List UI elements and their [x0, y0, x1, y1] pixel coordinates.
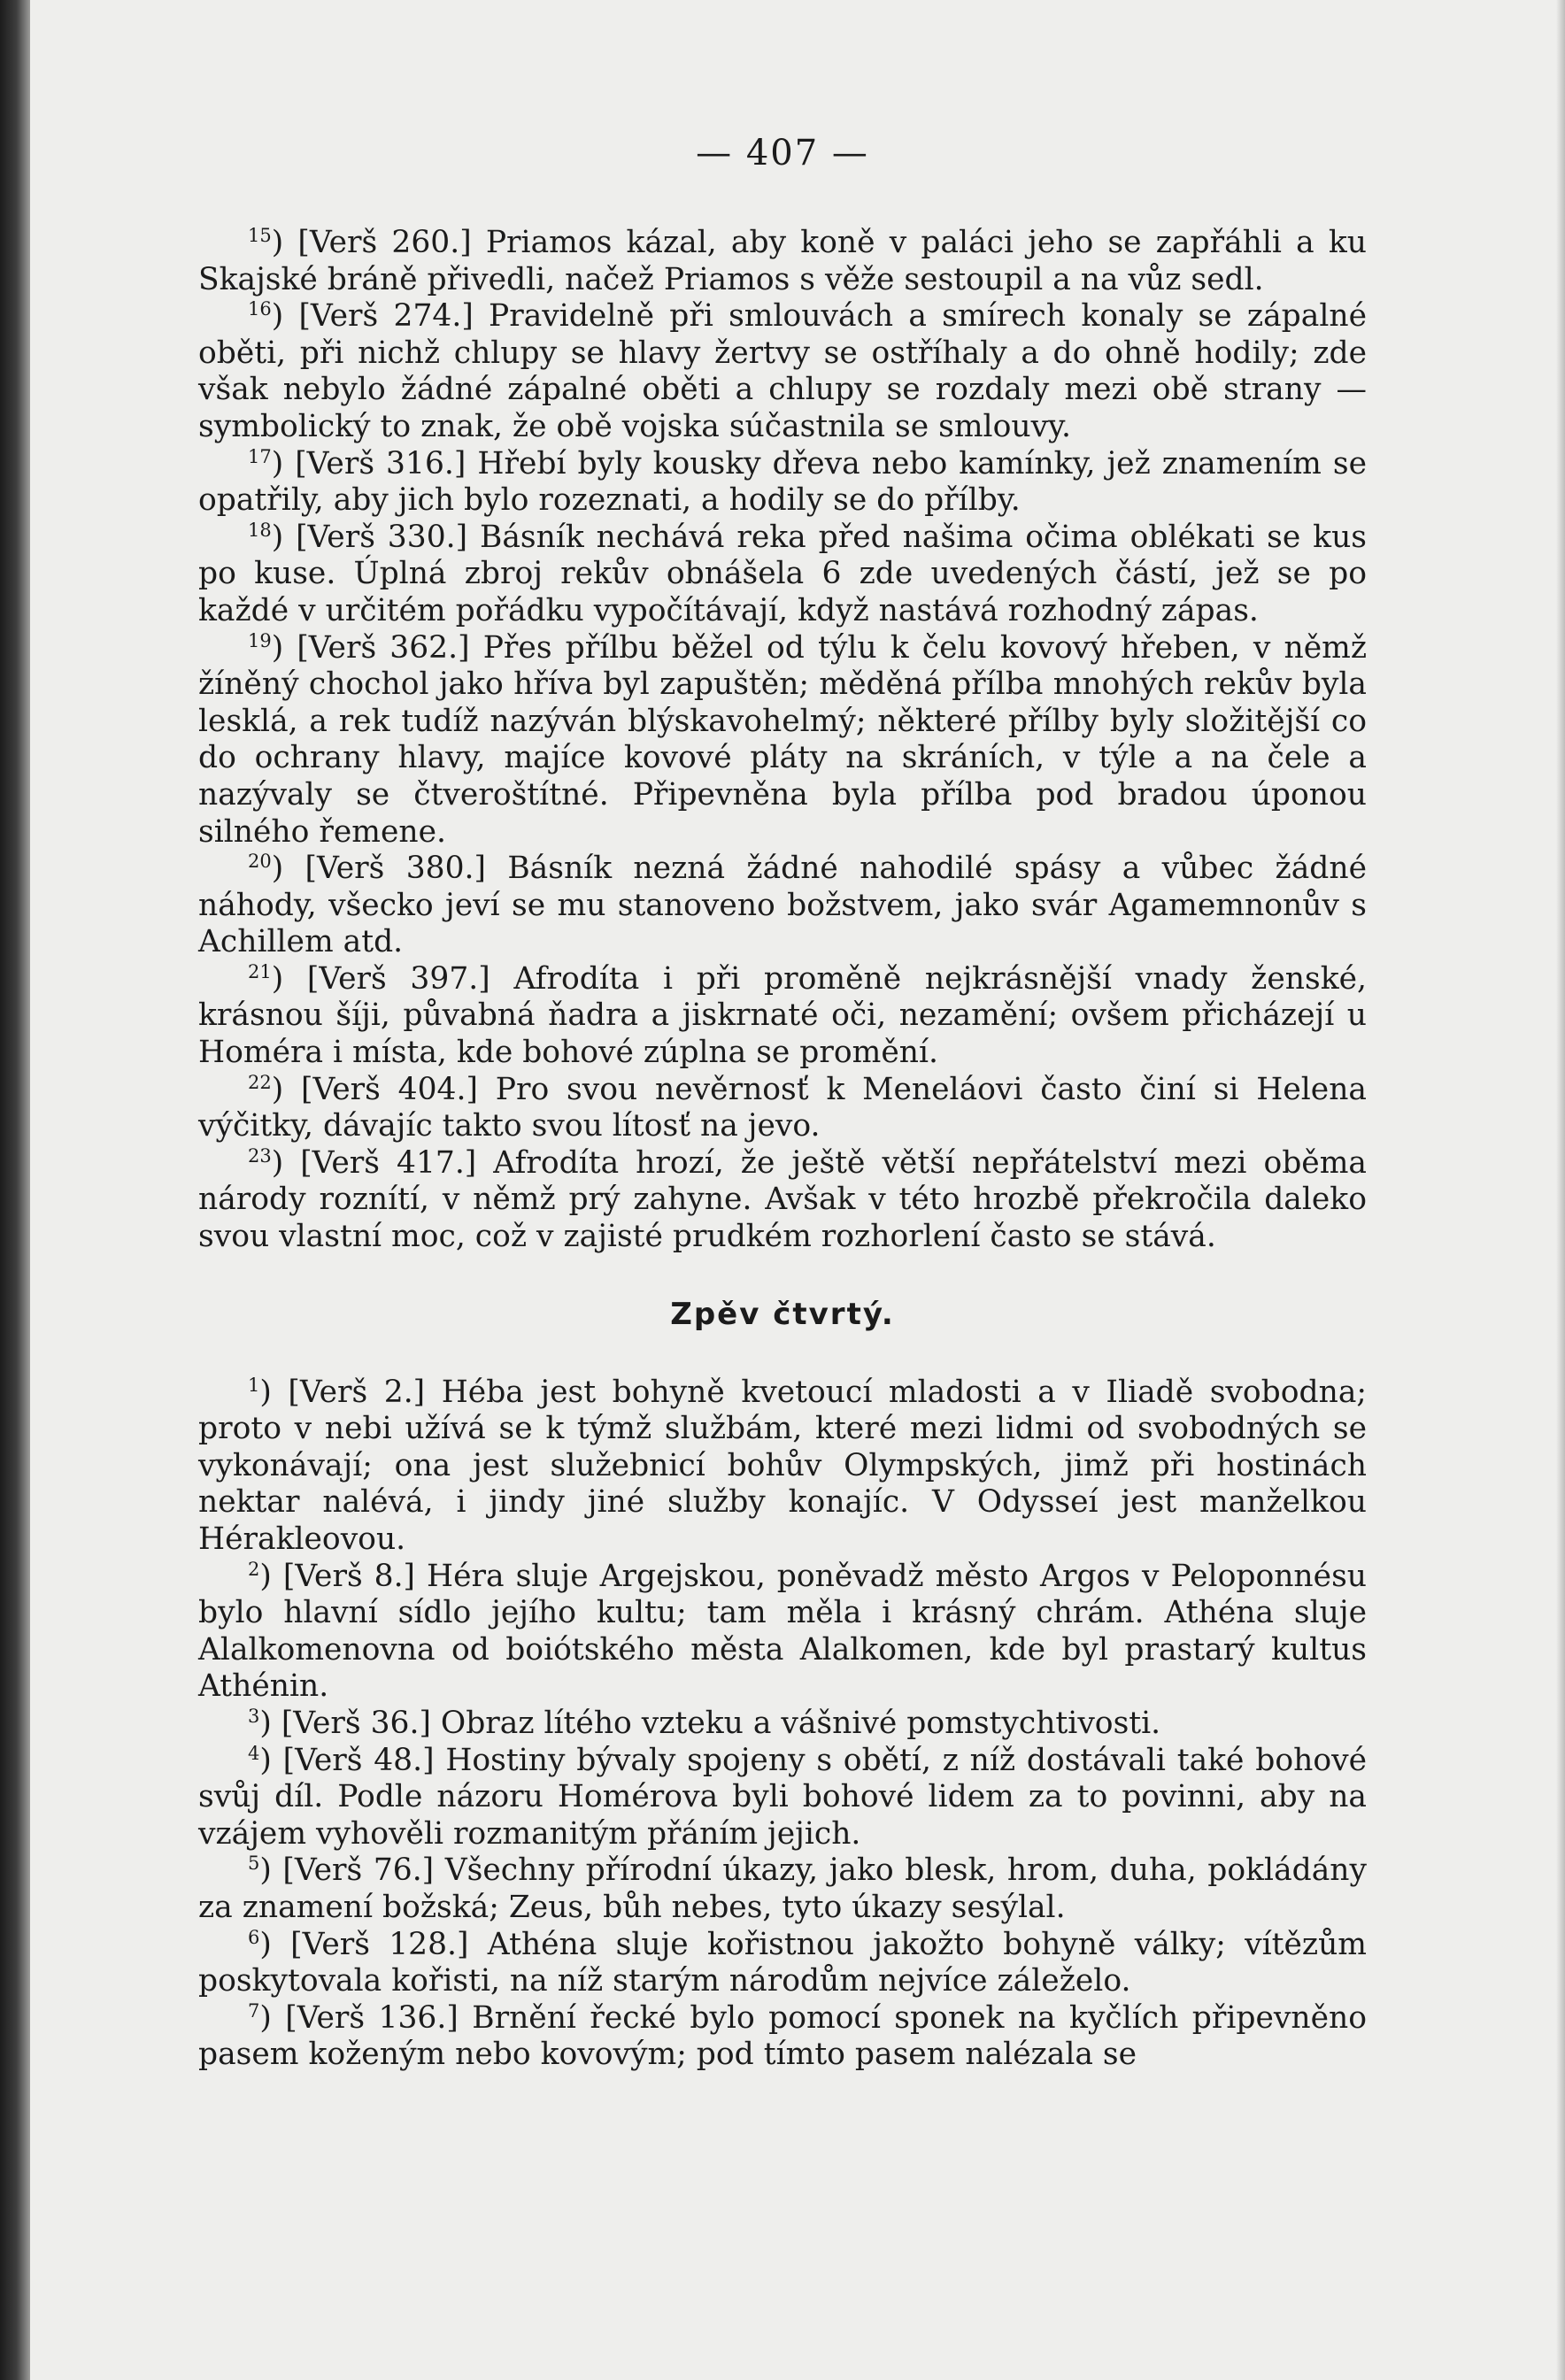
verse-reference: [Verš 48.] [282, 1742, 435, 1778]
footnote-number: 6 [248, 1926, 260, 1948]
footnote: $^{20}$) [Verš 380.] Básník nezná žádné nahodilé spásy a vůbec žádné náhody, všecko jeví se mu stanoveno božstvem, jako svár Agamemnonův s Achillem atd. [198, 851, 1367, 960]
verse-reference: [Verš 380.] [305, 851, 486, 887]
footnote-text: Pravidelně při smlouvách a smírech konaly se zápalné oběti, při nichž chlupy se hlavy žertvy se ostříhaly a do ohně hodily; zde však nebylo žádné zápalné oběti a chlupy se rozdaly mezi obě strany — symbolický to znak, že obě vojska súčastnila se smlouvy. [198, 298, 1367, 444]
footnote: $^7$) [Verš 136.] Brnění řecké bylo pomocí sponek na kyčlích připevněno pasem koženým nebo kovovým; pod tímto pasem nalézala se [198, 1999, 1368, 2073]
footnote-number: 21 [248, 960, 272, 982]
footnote-text: Básník nezná žádné nahodilé spásy a vůbec žádné náhody, všecko jeví se mu stanoveno božstvem, jako svár Agamemnonův s Achillem atd. [198, 851, 1367, 960]
footnote: $^5$) [Verš 76.] Všechny přírodní úkazy, jako blesk, hrom, duha, pokládány za znamení božská; Zeus, bůh nebes, tyto úkazy sesýlal. [198, 1852, 1368, 1925]
footnote-text: Afrodíta i při proměně nejkrásnější vnady ženské, krásnou šíji, půvabná ňadra a jiskrnaté oči, nezamění; ovšem přicházejí u Homéra i místa, kde bohové zúplna se promění. [198, 960, 1367, 1071]
footnote-text: Všechny přírodní úkazy, jako blesk, hrom, duha, pokládány za znamení božská; Zeus, bůh nebes, tyto úkazy sesýlal. [198, 1852, 1368, 1925]
footnote-text: Pro svou nevěrnosť k Meneláovi často činí si Helena výčitky, dávajíc takto svou lítosť na jevo. [198, 1071, 1367, 1144]
page-edge [1556, 0, 1565, 2380]
footnote-number: 23 [248, 1144, 272, 1167]
verse-reference: [Verš 404.] [301, 1071, 478, 1107]
footnote: $^{16}$) [Verš 274.] Pravidelně při smlouvách a smírech konaly se zápalné oběti, při nichž chlupy se hlavy žertvy se ostříhaly a do ohně hodily; zde však nebylo žádné zápalné oběti a chlupy se rozdaly mezi obě strany — symbolický to znak, že obě vojska súčastnila se smlouvy. [198, 298, 1367, 444]
footnote-text: Básník nechává reka před našima očima oblékati se kus po kuse. Úplná zbroj rekův obnášela 6 zde uvedených částí, jež se po každé v určitém pořádku vypočítávají, když nastává rozhodný zápas. [198, 519, 1367, 628]
footnote: $^6$) [Verš 128.] Athéna sluje kořistnou jakožto bohyně války; vítězům poskytovala kořisti, na níž starým národům nejvíce záleželo. [198, 1926, 1368, 1999]
section-title: Zpěv čtvrtý. [670, 1296, 895, 1332]
footnote-text: Obraz lítého vzteku a vášnivé pomstychtivosti. [440, 1705, 1161, 1741]
footnotes-top [198, 225, 1367, 1256]
footnote-text: Héba jest bohyně kvetoucí mladosti a v Iliadě svobodna; proto v nebi užívá se k týmž službám, které mezi lidmi od svobodných se vykonávají; ona jest služebnicí bohův Olympských, jimž při hostinách nektar nalévá, i jindy jiné služby konajíc. V Odysseí jest manželkou Hérakleovou. [198, 1374, 1368, 1557]
footnote-number: 22 [248, 1071, 272, 1093]
footnote-text: Héra sluje Argejskou, poněvadž město Argos v Peloponnésu bylo hlavní sídlo jejího kultu; tam měla i krásný chrám. Athéna sluje Alalkomenovna od boiótského města Alalkomen, kde byl prastarý kultus Athénin. [198, 1558, 1367, 1705]
footnote-number: 4 [248, 1742, 260, 1764]
verse-reference: [Verš 260.] [297, 225, 472, 260]
footnote-text: Priamos kázal, aby koně v paláci jeho se zapřáhli a ku Skajské bráně přivedli, načež Priamos s věže sestoupil a na vůz sedl. [198, 225, 1367, 297]
book-binding-shadow [0, 0, 30, 2380]
footnote: $^{15}$) [Verš 260.] Priamos kázal, aby koně v paláci jeho se zapřáhli a ku Skajské bráně přivedli, načež Priamos s věže sestoupil a na vůz sedl. [198, 225, 1367, 297]
footnote: $^{18}$) [Verš 330.] Básník nechává reka před našima očima oblékati se kus po kuse. Úplná zbroj rekův obnášela 6 zde uvedených částí, jež se po každé v určitém pořádku vypočítávají, když nastává rozhodný zápas. [198, 519, 1367, 628]
footnote: $^3$) [Verš 36.] Obraz lítého vzteku a vášnivé pomstychtivosti. [248, 1705, 1161, 1741]
footnote: $^{23}$) [Verš 417.] Afrodíta hrozí, že ještě větší nepřátelství mezi oběma národy roznítí, v němž prý zahyne. Avšak v této hrozbě překročila daleko svou vlastní moc, což v zajisté prudkém rozhorlení často se stává. [198, 1144, 1367, 1255]
footnote-number: 3 [248, 1705, 260, 1727]
footnote: $^{17}$) [Verš 316.] Hřebí byly kousky dřeva nebo kamínky, jež znamením se opatřily, aby jich bylo rozeznati, a hodily se do přílby. [198, 445, 1367, 519]
verse-reference: [Verš 330.] [296, 519, 468, 555]
verse-reference: [Verš 362.] [297, 629, 470, 666]
verse-reference: [Verš 2.] [288, 1374, 426, 1410]
footnotes-bottom [198, 1375, 1367, 2074]
verse-reference: [Verš 274.] [298, 298, 474, 335]
footnote: $^4$) [Verš 48.] Hostiny bývaly spojeny s obětí, z níž dostávali také bohové svůj díl. Podle názoru Homérova byli bohové lidem za to povinni, aby na vzájem vyhověli rozmanitým přáním jejich. [198, 1742, 1367, 1852]
footnote: $^2$) [Verš 8.] Héra sluje Argejskou, poněvadž město Argos v Peloponnésu bylo hlavní sídlo jejího kultu; tam měla i krásný chrám. Athéna sluje Alalkomenovna od boiótského města Alalkomen, kde byl prastarý kultus Athénin. [198, 1558, 1367, 1705]
footnote-number: 16 [248, 298, 272, 320]
footnote-number: 15 [248, 225, 272, 246]
verse-reference: [Verš 128.] [290, 1926, 469, 1962]
verse-reference: [Verš 316.] [295, 445, 466, 481]
footnote-text: Hostiny bývaly spojeny s obětí, z níž dostávali také bohové svůj díl. Podle názoru Homérova byli bohové lidem za to povinni, aby na vzájem vyhověli rozmanitým přáním jejich. [198, 1742, 1367, 1852]
verse-reference: [Verš 8.] [282, 1558, 416, 1594]
footnote-text: Hřebí byly kousky dřeva nebo kamínky, jež znamením se opatřily, aby jich bylo rozeznati, a hodily se do přílby. [198, 445, 1367, 519]
footnote: $^{21}$) [Verš 397.] Afrodíta i při proměně nejkrásnější vnady ženské, krásnou šíji, půvabná ňadra a jiskrnaté oči, nezamění; ovšem přicházejí u Homéra i místa, kde bohové zúplna se promění. [198, 960, 1367, 1071]
page-content [198, 133, 1367, 2074]
verse-reference: [Verš 76.] [282, 1852, 435, 1889]
footnote: $^{22}$) [Verš 404.] Pro svou nevěrnosť k Meneláovi často činí si Helena výčitky, dávajíc takto svou lítosť na jevo. [198, 1071, 1367, 1144]
footnote-text: Brnění řecké bylo pomocí sponek na kyčlích připevněno pasem koženým nebo kovovým; pod tímto pasem nalézala se [198, 1999, 1368, 2073]
verse-reference: [Verš 397.] [306, 960, 490, 997]
footnote-text: Přes přílbu běžel od týlu k čelu kovový hřeben, v němž žíněný chochol jako hříva byl zapuštěn; měděná přílba mnohých rekův byla lesklá, a rek tudíž nazýván blýskavohelmý; některé přílby byly složitější co do ochrany hlavy, majíce kovové pláty na skráních, v týle a na čele a nazývaly se čtveroštítné. Připevněna byla přílba pod bradou úponou silného řemene. [198, 629, 1367, 850]
footnote-text: Afrodíta hrozí, že ještě větší nepřátelství mezi oběma národy roznítí, v němž prý zahyne. Avšak v této hrozbě překročila daleko svou vlastní moc, což v zajisté prudkém rozhorlení často se stává. [198, 1144, 1367, 1255]
footnote-text: Athéna sluje kořistnou jakožto bohyně války; vítězům poskytovala kořisti, na níž starým národům nejvíce záleželo. [198, 1926, 1368, 1999]
footnote: $^1$) [Verš 2.] Héba jest bohyně kvetoucí mladosti a v Iliadě svobodna; proto v nebi užívá se k týmž službám, které mezi lidmi od svobodných se vykonávají; ona jest služebnicí bohův Olympských, jimž při hostinách nektar nalévá, i jindy jiné služby konajíc. V Odysseí jest manželkou Hérakleovou. [198, 1374, 1368, 1557]
footnote-number: 7 [248, 1999, 260, 2022]
verse-reference: [Verš 136.] [285, 1999, 459, 2036]
footnote-number: 17 [248, 445, 272, 467]
footnote-number: 1 [248, 1374, 260, 1396]
footnote-number: 2 [248, 1558, 260, 1580]
verse-reference: [Verš 36.] [281, 1705, 431, 1741]
footnote-number: 20 [248, 851, 272, 873]
page-number: — 407 — [696, 133, 869, 173]
footnote-number: 18 [248, 519, 272, 541]
footnote-number: 5 [248, 1852, 260, 1875]
footnote: $^{19}$) [Verš 362.] Přes přílbu běžel od týlu k čelu kovový hřeben, v němž žíněný chochol jako hříva byl zapuštěn; měděná přílba mnohých rekův byla lesklá, a rek tudíž nazýván blýskavohelmý; některé přílby byly složitější co do ochrany hlavy, majíce kovové pláty na skráních, v týle a na čele a nazývaly se čtveroštítné. Připevněna byla přílba pod bradou úponou silného řemene. [198, 629, 1367, 850]
footnote-number: 19 [248, 629, 272, 651]
verse-reference: [Verš 417.] [300, 1144, 477, 1181]
